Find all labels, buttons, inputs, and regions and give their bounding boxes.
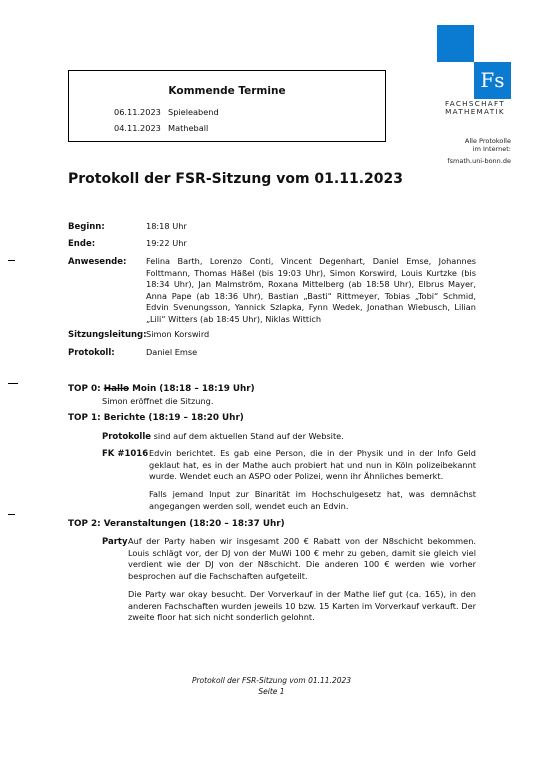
footer-title: Protokoll der FSR-Sitzung vom 01.11.2023	[191, 676, 352, 685]
top0-text: Simon eröffnet die Sitzung.	[102, 396, 214, 406]
protokolle-text: sind auf dem aktuellen Stand auf der Website.	[153, 431, 344, 441]
beginn-label: Beginn:	[68, 222, 105, 232]
leitung-label: Sitzungsleitung:	[68, 330, 147, 340]
protocols-note	[465, 137, 511, 153]
fachschaft-logo	[437, 25, 511, 99]
party-text-1: Auf der Party haben wir insgesamt 200 € Rabatt von der N8schicht bekommen. Louis schlägt vor, der DJ von der MuWi 100 € mehr zu geben, damit sie gleich viel verdient wie der DJ von der N8schicht. Die anderen 100 € werden wie vorher besprochen auf die Fachschaften aufgeteilt.	[128, 536, 476, 581]
party-text-2: Die Party war okay besucht. Der Vorverkauf in der Mathe lief gut (ca. 165), in den anderen Fachschaften wurden jeweils 10 bzw. 15 Karten im Vorverkauf verkauft. Der zweite floor hat sich nicht sonderlich gelohnt.	[128, 589, 476, 622]
top2-heading: TOP 2: Veranstaltungen (18:20 – 18:37 Uhr)	[68, 519, 285, 529]
anwesende-label: Anwesende:	[68, 257, 127, 267]
event-row	[114, 123, 208, 133]
fk-text-2: Falls jemand Input zur Binarität im Hochschulgesetz hat, was demnächst angegangen werden soll, wendet euch an Edvin.	[149, 489, 476, 511]
fk-label: FK #1016	[102, 449, 149, 459]
top0-heading-strike: Hallo	[103, 384, 130, 394]
margin-mark	[8, 260, 15, 261]
upcoming-events-box	[68, 70, 386, 142]
protocols-note-line1: Alle Protokolle	[464, 137, 511, 145]
margin-mark	[8, 514, 15, 515]
page-number: Seite 1	[258, 687, 285, 696]
event-date: 06.11.2023	[114, 107, 161, 117]
fk-text-1: Edvin berichtet. Es gab eine Person, die in der Physik und in der Info Geld geklaut hat, es in der Mathe auch probiert hat und nun in Köln polizeibekannt wurde. Wendet euch an ASPO oder Polizei, wenn ihr Ähnliches bemerkt.	[149, 448, 476, 481]
ende-label: Ende:	[68, 239, 96, 249]
protokoll-label: Protokoll:	[68, 348, 115, 358]
leitung-value: Simon Korswird	[146, 329, 210, 339]
beginn-value: 18:18 Uhr	[146, 221, 187, 231]
top0-heading	[68, 384, 255, 394]
party-label: Party	[102, 537, 128, 547]
logo-caption-line2: MATHEMATIK	[445, 107, 505, 116]
margin-mark	[8, 383, 18, 384]
top0-heading-rest: Moin (18:18 – 18:19 Uhr)	[129, 384, 255, 394]
protocols-note-line2: im Internet:	[472, 145, 511, 153]
event-date: 04.11.2023	[114, 123, 161, 133]
ende-value: 19:22 Uhr	[146, 238, 187, 248]
page-title: Protokoll der FSR-Sitzung vom 01.11.2023	[68, 171, 403, 187]
website-link[interactable]: fsmath.uni-bonn.de	[447, 157, 511, 165]
protokoll-value: Daniel Emse	[146, 347, 198, 357]
protokolle-label: Protokolle	[102, 432, 152, 442]
top1-heading: TOP 1: Berichte (18:19 – 18:20 Uhr)	[68, 413, 244, 423]
logo-caption-line1: FACHSCHAFT	[445, 99, 505, 108]
svg-text:Fs: Fs	[480, 68, 505, 92]
event-name: Matheball	[168, 123, 209, 133]
logo-caption	[438, 100, 512, 116]
protokolle-item	[102, 431, 344, 444]
event-name: Spieleabend	[168, 107, 219, 117]
attendees-list: Felina Barth, Lorenzo Conti, Vincent Degenhart, Daniel Emse, Johannes Folttmann, Thomas Häßel (bis 19:03 Uhr), Simon Korswird, Louis Kurtzke (bis 18:34 Uhr), Jan Malmström, Roxana Mittelberg (ab 18:58 Uhr), Elbrus Mayer, Anna Pape (ab 18:36 Uhr), Bastian „Basti“ Rittmeyer, Tobias „Tobi“ Schmid, Edvin Svenungsson, Yannick Szlapka, Fynn Wedek, Jonathan Wiebusch, Lilian „Lili“ Witters (ab 18:45 Uhr), Niklas Wittich	[146, 256, 476, 324]
event-row	[114, 107, 219, 117]
top0-heading-prefix: TOP 0:	[68, 384, 104, 394]
upcoming-events-title: Kommende Termine	[168, 85, 286, 97]
